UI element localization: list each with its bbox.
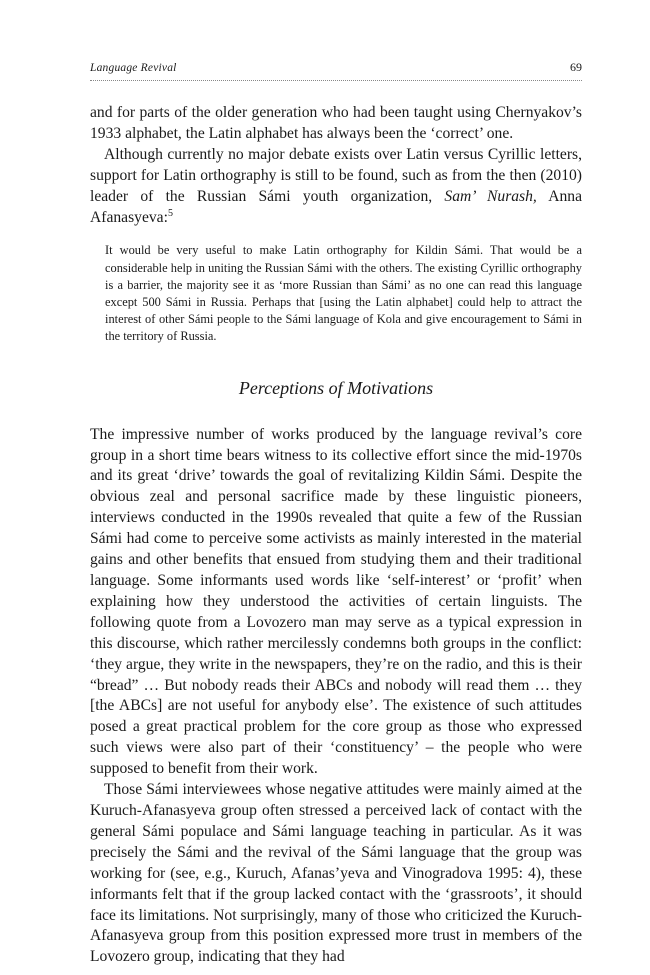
book-page bbox=[90, 60, 582, 968]
paragraph-interviewees: Those Sámi interviewees whose negative attitudes were mainly aimed at the Kuruch-Afanasyeva group often stressed a perceived lack of contact with the general Sámi populace and Sámi language teaching in particular. As it was precisely the Sámi and the revival of the Sámi language that the group was working for (see, e.g., Kuruch, Afanas’yeva and Vinogradova 1995: 4), these informants felt that if the group lacked contact with the ‘grassroots’, it should face its limitations. Not surprisingly, many of those who criticized the Kuruch-Afanasyeva group from this position expressed more trust in members of the Lovozero group, indicating that they had bbox=[90, 781, 582, 966]
paragraph-text: Anna Afanasyeva: bbox=[90, 187, 582, 226]
block-quote: It would be very useful to make Latin orthography for Kildin Sámi. That would be a considerable help in uniting the Russian Sámi with the others. The existing Cyrillic orthography is a barrier, the majority see it as ‘more Russian than Sámi’ as no one can read this language except 500 Sámi in Russia. Perhaps that [using the Latin alphabet] could help to attract the interest of other Sámi people to the Sámi language of Kola and give encouragement to Sámi in the territory of Russia. bbox=[105, 243, 582, 344]
opening-text bbox=[90, 103, 582, 228]
paragraph-support-latin bbox=[90, 145, 582, 229]
section-heading: Perceptions of Motivations bbox=[238, 377, 434, 398]
organization-name: Sam’ Nurash, bbox=[444, 187, 537, 205]
paragraph-text: Although currently no major debate exists over Latin versus Cyrillic letters, support for Latin orthography is still to be found, such as from the then (2010) leader of the Russian Sámi youth organization, bbox=[90, 145, 582, 205]
section-body bbox=[90, 425, 582, 969]
running-title: Language Revival bbox=[90, 62, 177, 74]
paragraph-continued: and for parts of the older generation who had been taught using Chernyakov’s 1933 alphabet, the Latin alphabet has always been the ‘correct’ one. bbox=[90, 104, 582, 142]
footnote-marker: 5 bbox=[167, 207, 173, 219]
running-header bbox=[90, 60, 582, 81]
paragraph-perceptions: The impressive number of works produced by the language revival’s core group in a short time bears witness to its collective effort since the mid-1970s and its great ‘drive’ towards the goal of revitalizing Kildin Sámi. Despite the obvious zeal and personal sacrifice made by these linguistic pioneers, interviews conducted in the 1990s revealed that quite a few of the Russian Sámi had come to perceive some activists as mainly interested in the material gains and other benefits that ensued from studying them and their traditional language. Some informants used words like ‘self-interest’ or ‘profit’ when explaining how they understood the activities of certain linguists. The following quote from a Lovozero man may serve as a typical expression in this discourse, which rather mercilessly condemns both groups in the conflict: ‘they argue, they write in the newspapers, they’re on the radio, and this is their “bread” … But nobody reads their ABCs and nobody will read them … they [the ABCs] are not useful for anybody else’. The existence of such attitudes posed a great practical problem for the core group as those who expressed such views were also part of their ‘constituency’ – the people who were supposed to benefit from their work. bbox=[90, 425, 582, 778]
page-number: 69 bbox=[570, 60, 582, 74]
